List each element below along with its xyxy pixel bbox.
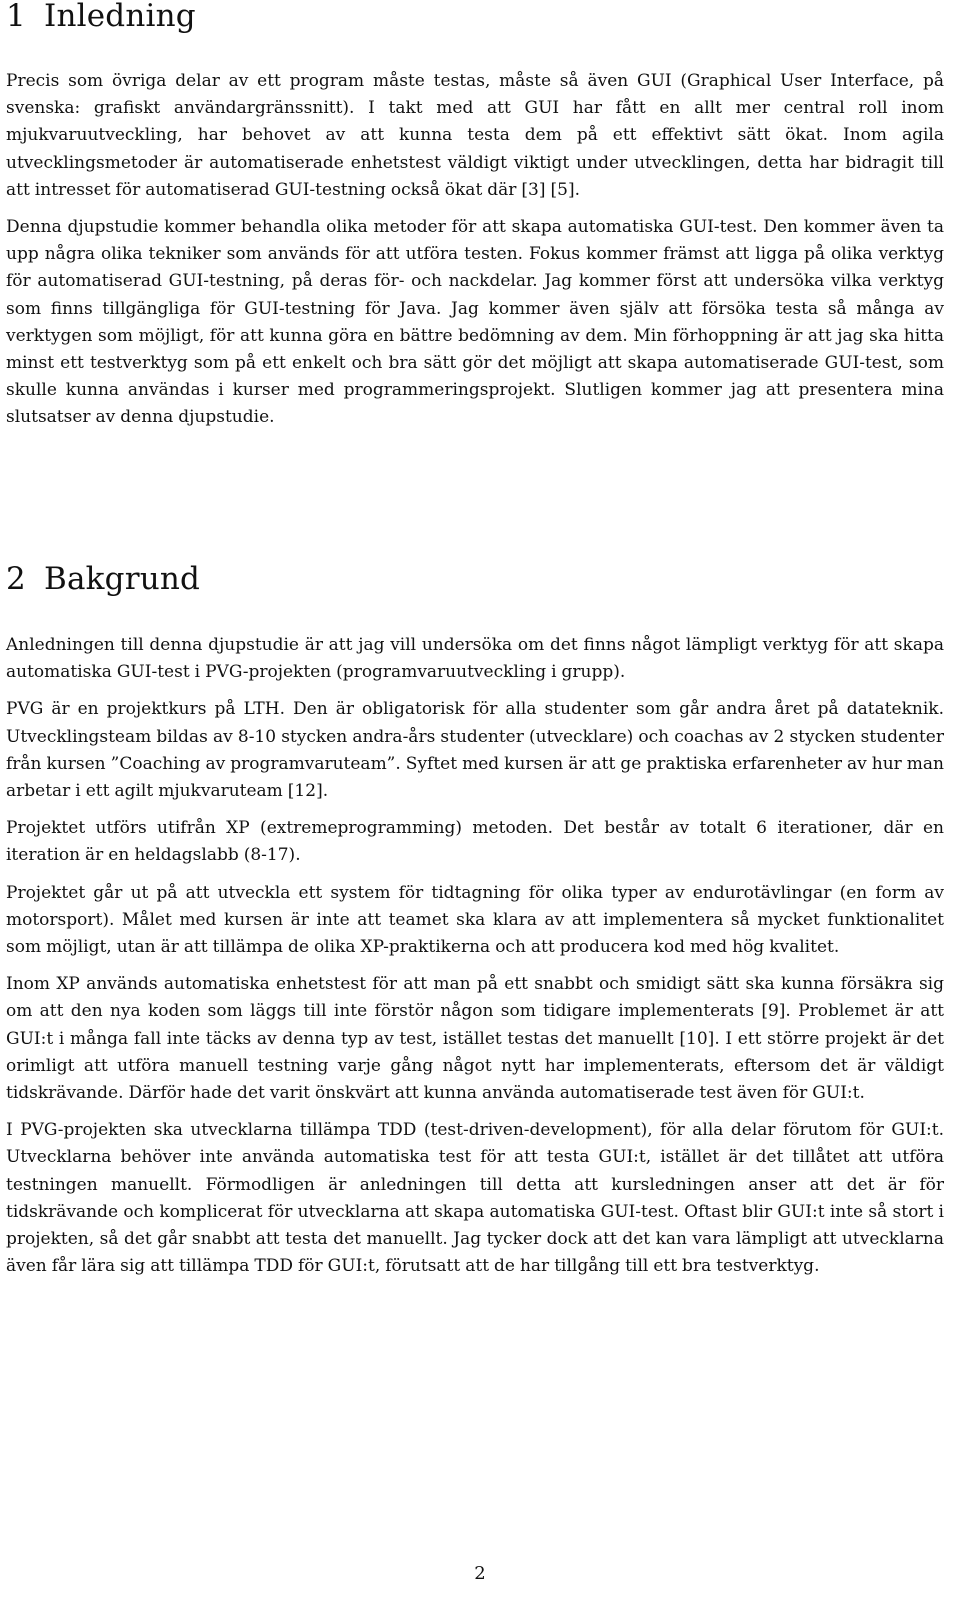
paragraph: Anledningen till denna djupstudie är att jag vill undersöka om det finns något lämpligt verktyg för att skapa automatiska GUI-test i PVG-projekten (programvaruutveckling i grupp).: [6, 635, 944, 683]
section-heading-inledning: [6, 0, 196, 34]
section-number: 2: [6, 561, 26, 597]
section-heading-bakgrund: [6, 561, 200, 597]
section-body-inledning: [6, 68, 944, 432]
paragraph: Inom XP används automatiska enhetstest för att man på ett snabbt och smidigt sätt ska kunna försäkra sig om att den nya koden som läggs till inte förstör någon som tidigare implementerats [9]. Problemet är att GUI:t i många fall inte täcks av denna typ av test, istället testas det manuellt [10]. I ett större projekt är det orimligt att utföra manuell testning varje gång något nytt har implementerats, eftersom det är väldigt tidskrävande. Därför hade det varit önskvärt att kunna använda automatiserade test även för GUI:t.: [6, 974, 944, 1104]
paragraph: Denna djupstudie kommer behandla olika metoder för att skapa automatiska GUI-test. Den kommer även ta upp några olika tekniker som används för att utföra testen. Fokus kommer främst att ligga på olika verktyg för automatiserad GUI-testning, på deras för- och nackdelar. Jag kommer först att undersöka vilka verktyg som finns tillgängliga för GUI-testning för Java. Jag kommer även själv att försöka testa så många av verktygen som möjligt, för att kunna göra en bättre bedömning av dem. Min förhoppning är att jag ska hitta minst ett testverktyg som på ett enkelt och bra sätt gör det möjligt att skapa automatiserade GUI-test, som skulle kunna användas i kurser med programmeringsprojekt. Slutligen kommer jag att presentera mina slutsatser av denna djupstudie.: [6, 217, 944, 428]
paragraph: Projektet utförs utifrån XP (extremeprogramming) metoden. Det består av totalt 6 iterationer, där en iteration är en heldagslabb (8-17).: [6, 818, 944, 866]
page-number: 2: [474, 1563, 486, 1584]
paragraph: I PVG-projekten ska utvecklarna tillämpa TDD (test-driven-development), för alla delar förutom för GUI:t. Utvecklarna behöver inte använda automatiska test för att testa GUI:t, istället är det tillåtet att utföra testningen manuellt. Förmodligen är anledningen till detta att kursledningen anser att det är för tidskrävande och komplicerat för utvecklarna att skapa automatiska GUI-test. Oftast blir GUI:t inte så stort i projekten, så det går snabbt att testa det manuellt. Jag tycker dock att det kan vara lämpligt att utvecklarna även får lära sig att tillämpa TDD för GUI:t, förutsatt att de har tillgång till ett bra testverktyg.: [6, 1120, 944, 1277]
paragraph: Precis som övriga delar av ett program måste testas, måste så även GUI (Graphical User Interface, på svenska: grafiskt användargränssnitt). I takt med att GUI har fått en allt mer central roll inom mjukvaruutveckling, har behovet av att kunna testa dem på ett effektivt sätt ökat. Inom agila utvecklingsmetoder är automatiserade enhetstest väldigt viktigt under utvecklingen, detta har bidragit till att intresset för automatiserad GUI-testning också ökat där [3] [5].: [6, 71, 944, 200]
section-title: Inledning: [44, 0, 196, 34]
section-title: Bakgrund: [44, 561, 201, 597]
section-body-bakgrund: [6, 632, 944, 1280]
paragraph: PVG är en projektkurs på LTH. Den är obligatorisk för alla studenter som går andra året på datateknik. Utvecklingsteam bildas av 8-10 stycken andra-års studenter (utvecklare) och coachas av 2 stycken studenter från kursen ”Coaching av programvaruteam”. Syftet med kursen är att ge praktiska erfarenheter av hur man arbetar i ett agilt mjukvaruteam [12].: [6, 699, 944, 802]
paragraph: Projektet går ut på att utveckla ett system för tidtagning för olika typer av endurotävlingar (en form av motorsport). Målet med kursen är inte att teamet ska klara av att implementera så mycket funktionalitet som möjligt, utan är att tillämpa de olika XP-praktikerna och att producera kod med hög kvalitet.: [6, 882, 944, 958]
section-number: 1: [6, 0, 26, 34]
